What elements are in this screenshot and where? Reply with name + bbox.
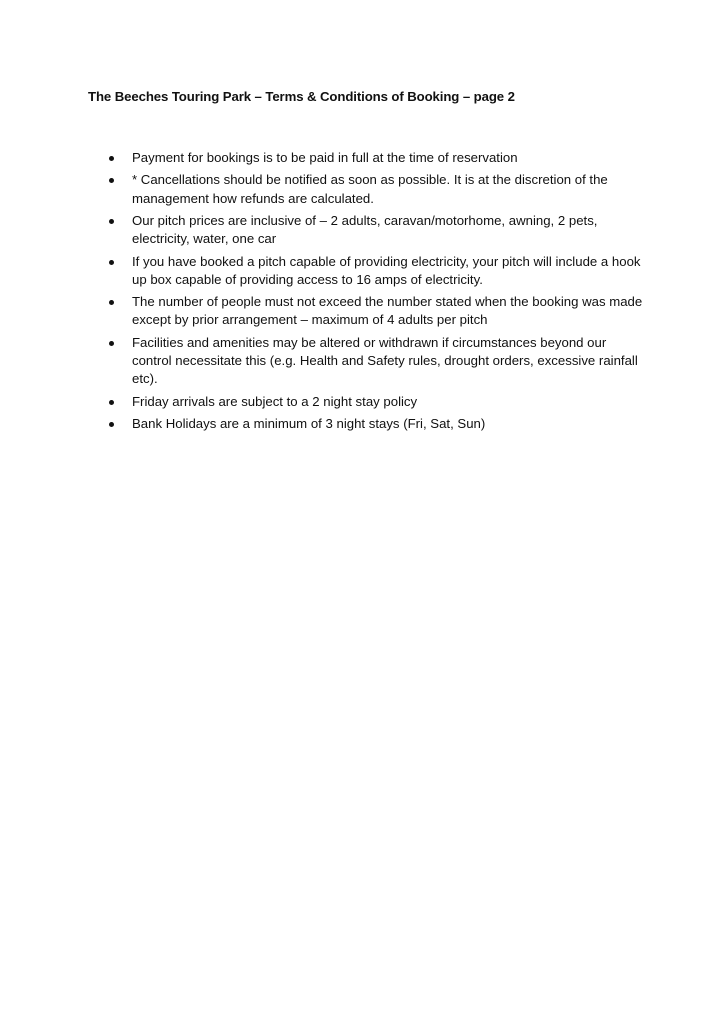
- term-text: The number of people must not exceed the number stated when the booking was made except by prior arrangement – maximum of 4 adults per pitch: [132, 294, 643, 328]
- bullet-icon: [109, 422, 114, 427]
- terms-list: [104, 149, 644, 437]
- term-item: [104, 253, 644, 289]
- term-text: If you have booked a pitch capable of providing electricity, your pitch will include a hook up box capable of providing access to 16 amps of electricity.: [132, 253, 641, 287]
- term-text: Our pitch prices are inclusive of – 2 adults, caravan/motorhome, awning, 2 pets, electricity, water, one car: [132, 212, 598, 247]
- document-title: The Beeches Touring Park – Terms & Conditions of Booking – page 2: [88, 89, 515, 104]
- term-text: Friday arrivals are subject to a 2 night stay policy: [132, 393, 418, 409]
- term-item: [104, 212, 644, 248]
- term-text: Payment for bookings is to be paid in full at the time of reservation: [132, 150, 518, 165]
- term-item: [104, 393, 644, 411]
- bullet-icon: [109, 300, 114, 305]
- term-text: Bank Holidays are a minimum of 3 night stays (Fri, Sat, Sun): [132, 415, 486, 431]
- bullet-icon: [109, 341, 114, 346]
- bullet-icon: [109, 156, 114, 161]
- term-item: [104, 415, 644, 433]
- term-text: * Cancellations should be notified as soon as possible. It is at the discretion of the management how refunds are calculated.: [132, 172, 608, 206]
- term-item: [104, 149, 644, 167]
- bullet-icon: [109, 400, 114, 405]
- term-item: [104, 293, 644, 329]
- bullet-icon: [109, 178, 114, 183]
- bullet-icon: [109, 260, 114, 265]
- bullet-icon: [109, 219, 114, 224]
- term-text: Facilities and amenities may be altered or withdrawn if circumstances beyond our control necessitate this (e.g. Health and Safety rules, drought orders, excessive rainfall etc).: [132, 334, 638, 387]
- term-item: [104, 334, 644, 389]
- term-item: [104, 171, 644, 207]
